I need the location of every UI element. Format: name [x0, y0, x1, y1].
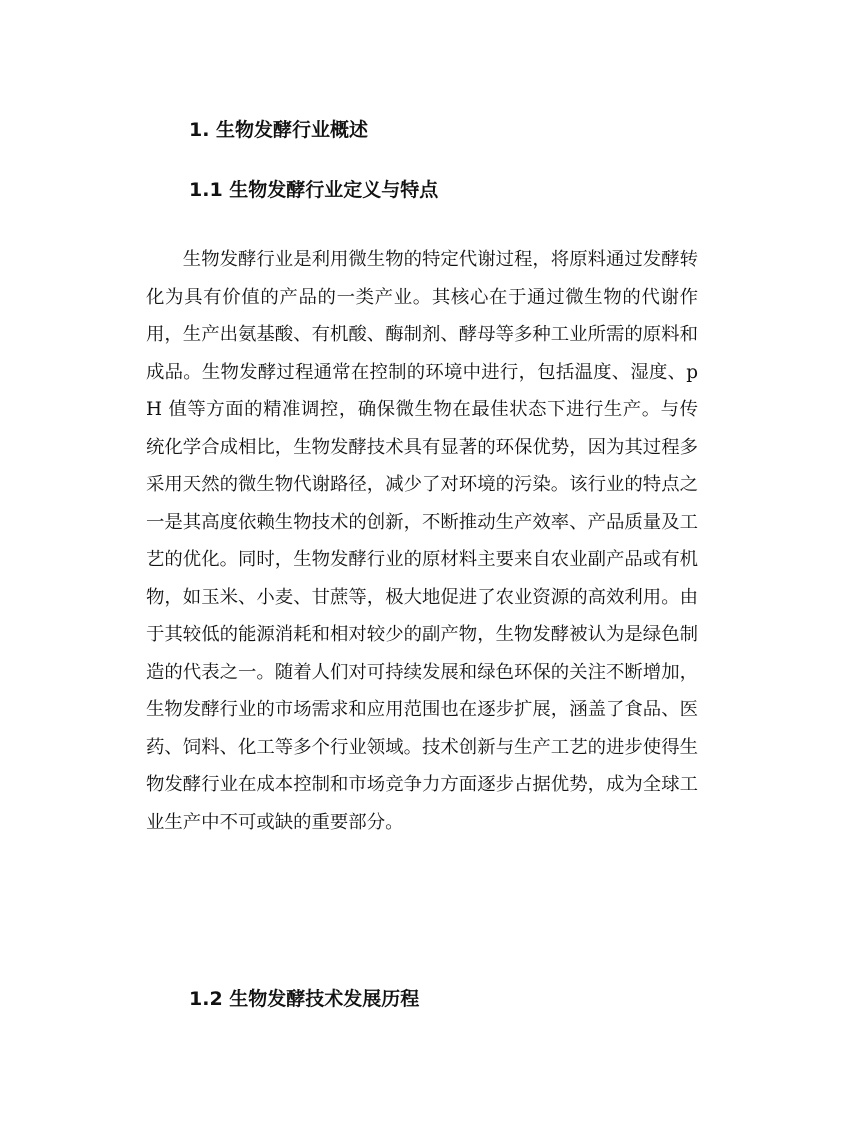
chapter-heading: 1. 生物发酵行业概述: [189, 119, 369, 141]
section-1-1-paragraph: 生物发酵行业是利用微生物的特定代谢过程，将原料通过发酵转化为具有价值的产品的一类产业。其核心在于通过微生物的代谢作用，生产出氨基酸、有机酸、酶制剂、酵母等多种工业所需的原料和成品。生物发酵过程通常在控制的环境中进行，包括温度、湿度、pH 值等方面的精准调控，确保微生物在最佳状态下进行生产。与传统化学合成相比，生物发酵技术具有显著的环保优势，因为其过程多采用天然的微生物代谢路径，减少了对环境的污染。该行业的特点之一是其高度依赖生物技术的创新，不断推动生产效率、产品质量及工艺的优化。同时，生物发酵行业的原材料主要来自农业副产品或有机物，如玉米、小麦、甘蔗等，极大地促进了农业资源的高效利用。由于其较低的能源消耗和相对较少的副产物，生物发酵被认为是绿色制造的代表之一。随着人们对可持续发展和绿色环保的关注不断增加，生物发酵行业的市场需求和应用范围也在逐步扩展，涵盖了食品、医药、饲料、化工等多个行业领域。技术创新与生产工艺的进步使得生物发酵行业在成本控制和市场竞争力方面逐步占据优势，成为全球工业生产中不可或缺的重要部分。: [146, 249, 698, 833]
section-heading-1-2: 1.2 生物发酵技术发展历程: [189, 988, 420, 1010]
section-heading-1-1: 1.1 生物发酵行业定义与特点: [189, 179, 439, 201]
